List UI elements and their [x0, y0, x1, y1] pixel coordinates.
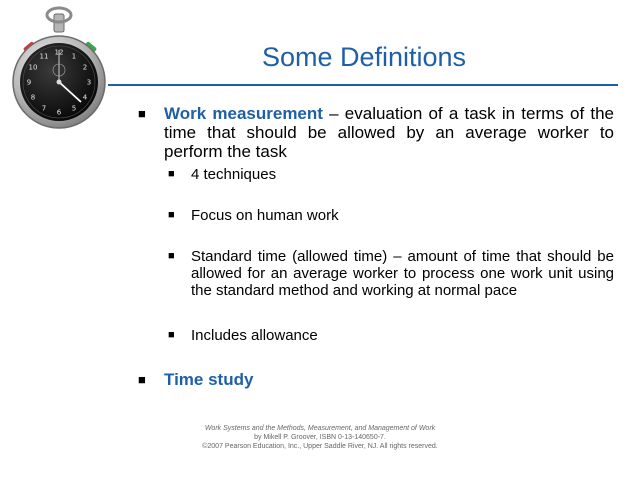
sub-bullet-human-work [168, 207, 614, 224]
sub-bullet-standard-time [168, 248, 614, 299]
sub-bullet-techniques [168, 166, 614, 183]
bullet-text [164, 104, 614, 161]
dial-number: 6 [56, 108, 62, 117]
bullet-marker: ■ [168, 209, 175, 221]
bullet-marker: ■ [168, 168, 175, 180]
dial-number: 2 [82, 63, 88, 72]
dial-number: 9 [26, 78, 32, 87]
dial-number: 12 [54, 48, 64, 57]
sub-bullet-text: 4 techniques [191, 166, 277, 183]
sub-bullet-text: Focus on human work [191, 207, 339, 224]
slide-footer [170, 424, 470, 451]
footer-author: by Mikell P. Groover, ISBN 0-13-140650-7. [254, 434, 386, 441]
sub-bullet-text: Standard time (allowed time) – amount of time that should be allowed for an average worker to process one work unit using the standard method and working at normal pace [191, 248, 614, 299]
dial-number: 4 [82, 93, 88, 102]
dial-number: 8 [30, 93, 36, 102]
dial-number: 11 [39, 52, 49, 61]
stopwatch-icon [4, 4, 114, 134]
title-divider [108, 84, 618, 86]
bullet-marker: ■ [138, 106, 146, 121]
dial-number: 3 [86, 78, 92, 87]
footer-copyright: ©2007 Pearson Education, Inc., Upper Saddle River, NJ. All rights reserved. [202, 443, 438, 450]
dial-number: 10 [28, 63, 38, 72]
definition-work-measurement: – evaluation of a task in terms of the time that should be allowed by an average worker to perform the task [164, 104, 614, 161]
bullet-work-measurement [138, 104, 614, 161]
slide-title: Some Definitions [261, 42, 467, 72]
bullet-time-study [138, 370, 614, 389]
dial-number: 5 [71, 104, 77, 113]
bullet-marker: ■ [168, 329, 175, 341]
term-work-measurement: Work measurement [164, 104, 323, 123]
term-time-study: Time study [164, 370, 254, 389]
footer-book-title: Work Systems and the Methods, Measurement, and Management of Work [204, 425, 436, 432]
bullet-marker: ■ [168, 250, 175, 262]
dial-number: 7 [41, 104, 47, 113]
bullet-marker: ■ [138, 372, 146, 387]
sub-bullet-allowance [168, 327, 614, 344]
dial-number: 1 [71, 52, 77, 61]
sub-bullet-text: Includes allowance [191, 327, 318, 344]
